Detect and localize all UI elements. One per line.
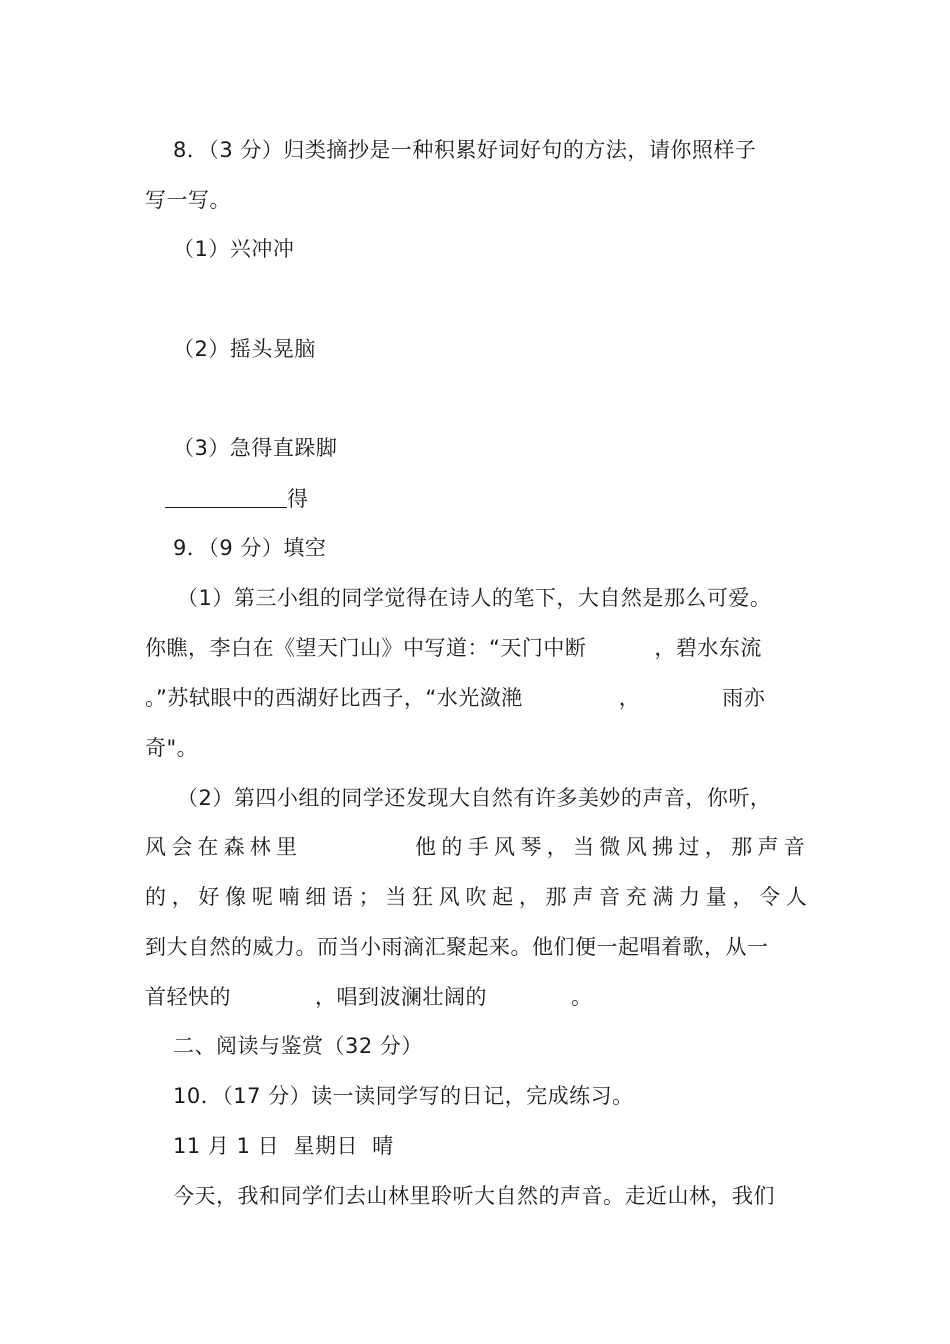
q9-p2-line2-b: 他 的 手 风 琴 ， 当 微 风 拂 过 ， 那 声 音 xyxy=(415,835,805,859)
q9-title: 9．（9 分）填空 xyxy=(173,536,327,560)
q10-title: 10．（17 分）读一读同学写的日记，完成练习。 xyxy=(173,1084,634,1108)
q8-item-2: （2）摇头晃脑 xyxy=(173,337,316,361)
q10-diary-date: 11 月 1 日 星期日 晴 xyxy=(173,1134,394,1158)
q9-p1-line2-b: ，碧水东流 xyxy=(654,636,762,660)
q9-p1-line3-b: ， xyxy=(618,686,641,710)
q9-p2-line2-a: 风 会 在 森 林 里 xyxy=(145,835,297,859)
q8-item-3-answer-line xyxy=(165,484,807,514)
q9-p2-line5 xyxy=(145,982,807,1012)
section-2-title: 二、阅读与鉴赏（32 分） xyxy=(173,1034,423,1058)
q9-p1-line3 xyxy=(145,683,807,713)
q9-p2-line3: 的 ， 好 像 呢 喃 细 语 ； 当 狂 风 吹 起 ， 那 声 音 充 满 力 量 ， 令 人 xyxy=(145,885,807,909)
q9-p2-line5-c: 。 xyxy=(571,985,593,1009)
q8-item-3: （3）急得直跺脚 xyxy=(173,436,338,460)
q9-p2-line5-b: ，唱到波澜壮阔的 xyxy=(315,985,487,1009)
q9-p1-line2 xyxy=(145,633,807,663)
q9-p2-line4: 到大自然的威力。而当小雨滴汇聚起来。他们便一起唱着歌，从一 xyxy=(145,935,769,959)
answer-blank[interactable] xyxy=(165,485,287,508)
q8-item-1: （1）兴冲冲 xyxy=(173,237,295,261)
q9-p1-line3-c: 雨亦 xyxy=(722,686,766,710)
q9-p1-line1: （1）第三小组的同学觉得在诗人的笔下，大自然是那么可爱。 xyxy=(177,586,772,610)
q10-diary-text-line1: 今天，我和同学们去山林里聆听大自然的声音。走近山林，我们 xyxy=(173,1184,775,1208)
q9-p2-line2 xyxy=(145,832,807,862)
q8-item-3-suffix: 得 xyxy=(287,487,309,511)
q9-p1-line3-a: 。”苏轼眼中的西湖好比西子，“水光潋滟 xyxy=(145,686,523,710)
fill-blank[interactable] xyxy=(297,832,415,862)
q9-p1-line2-a: 你瞧，李白在《望天门山》中写道：“天门中断 xyxy=(145,636,587,660)
q9-p2-line5-a: 首轻快的 xyxy=(145,985,231,1009)
q9-p1-line4: 奇"。 xyxy=(145,736,199,760)
q9-p2-line1: （2）第四小组的同学还发现大自然有许多美妙的声音，你听， xyxy=(177,786,772,810)
q8-stem-line1: 8．（3 分）归类摘抄是一种积累好词好句的方法，请你照样子 xyxy=(173,138,757,162)
q8-stem-line2: 写一写。 xyxy=(145,188,231,212)
